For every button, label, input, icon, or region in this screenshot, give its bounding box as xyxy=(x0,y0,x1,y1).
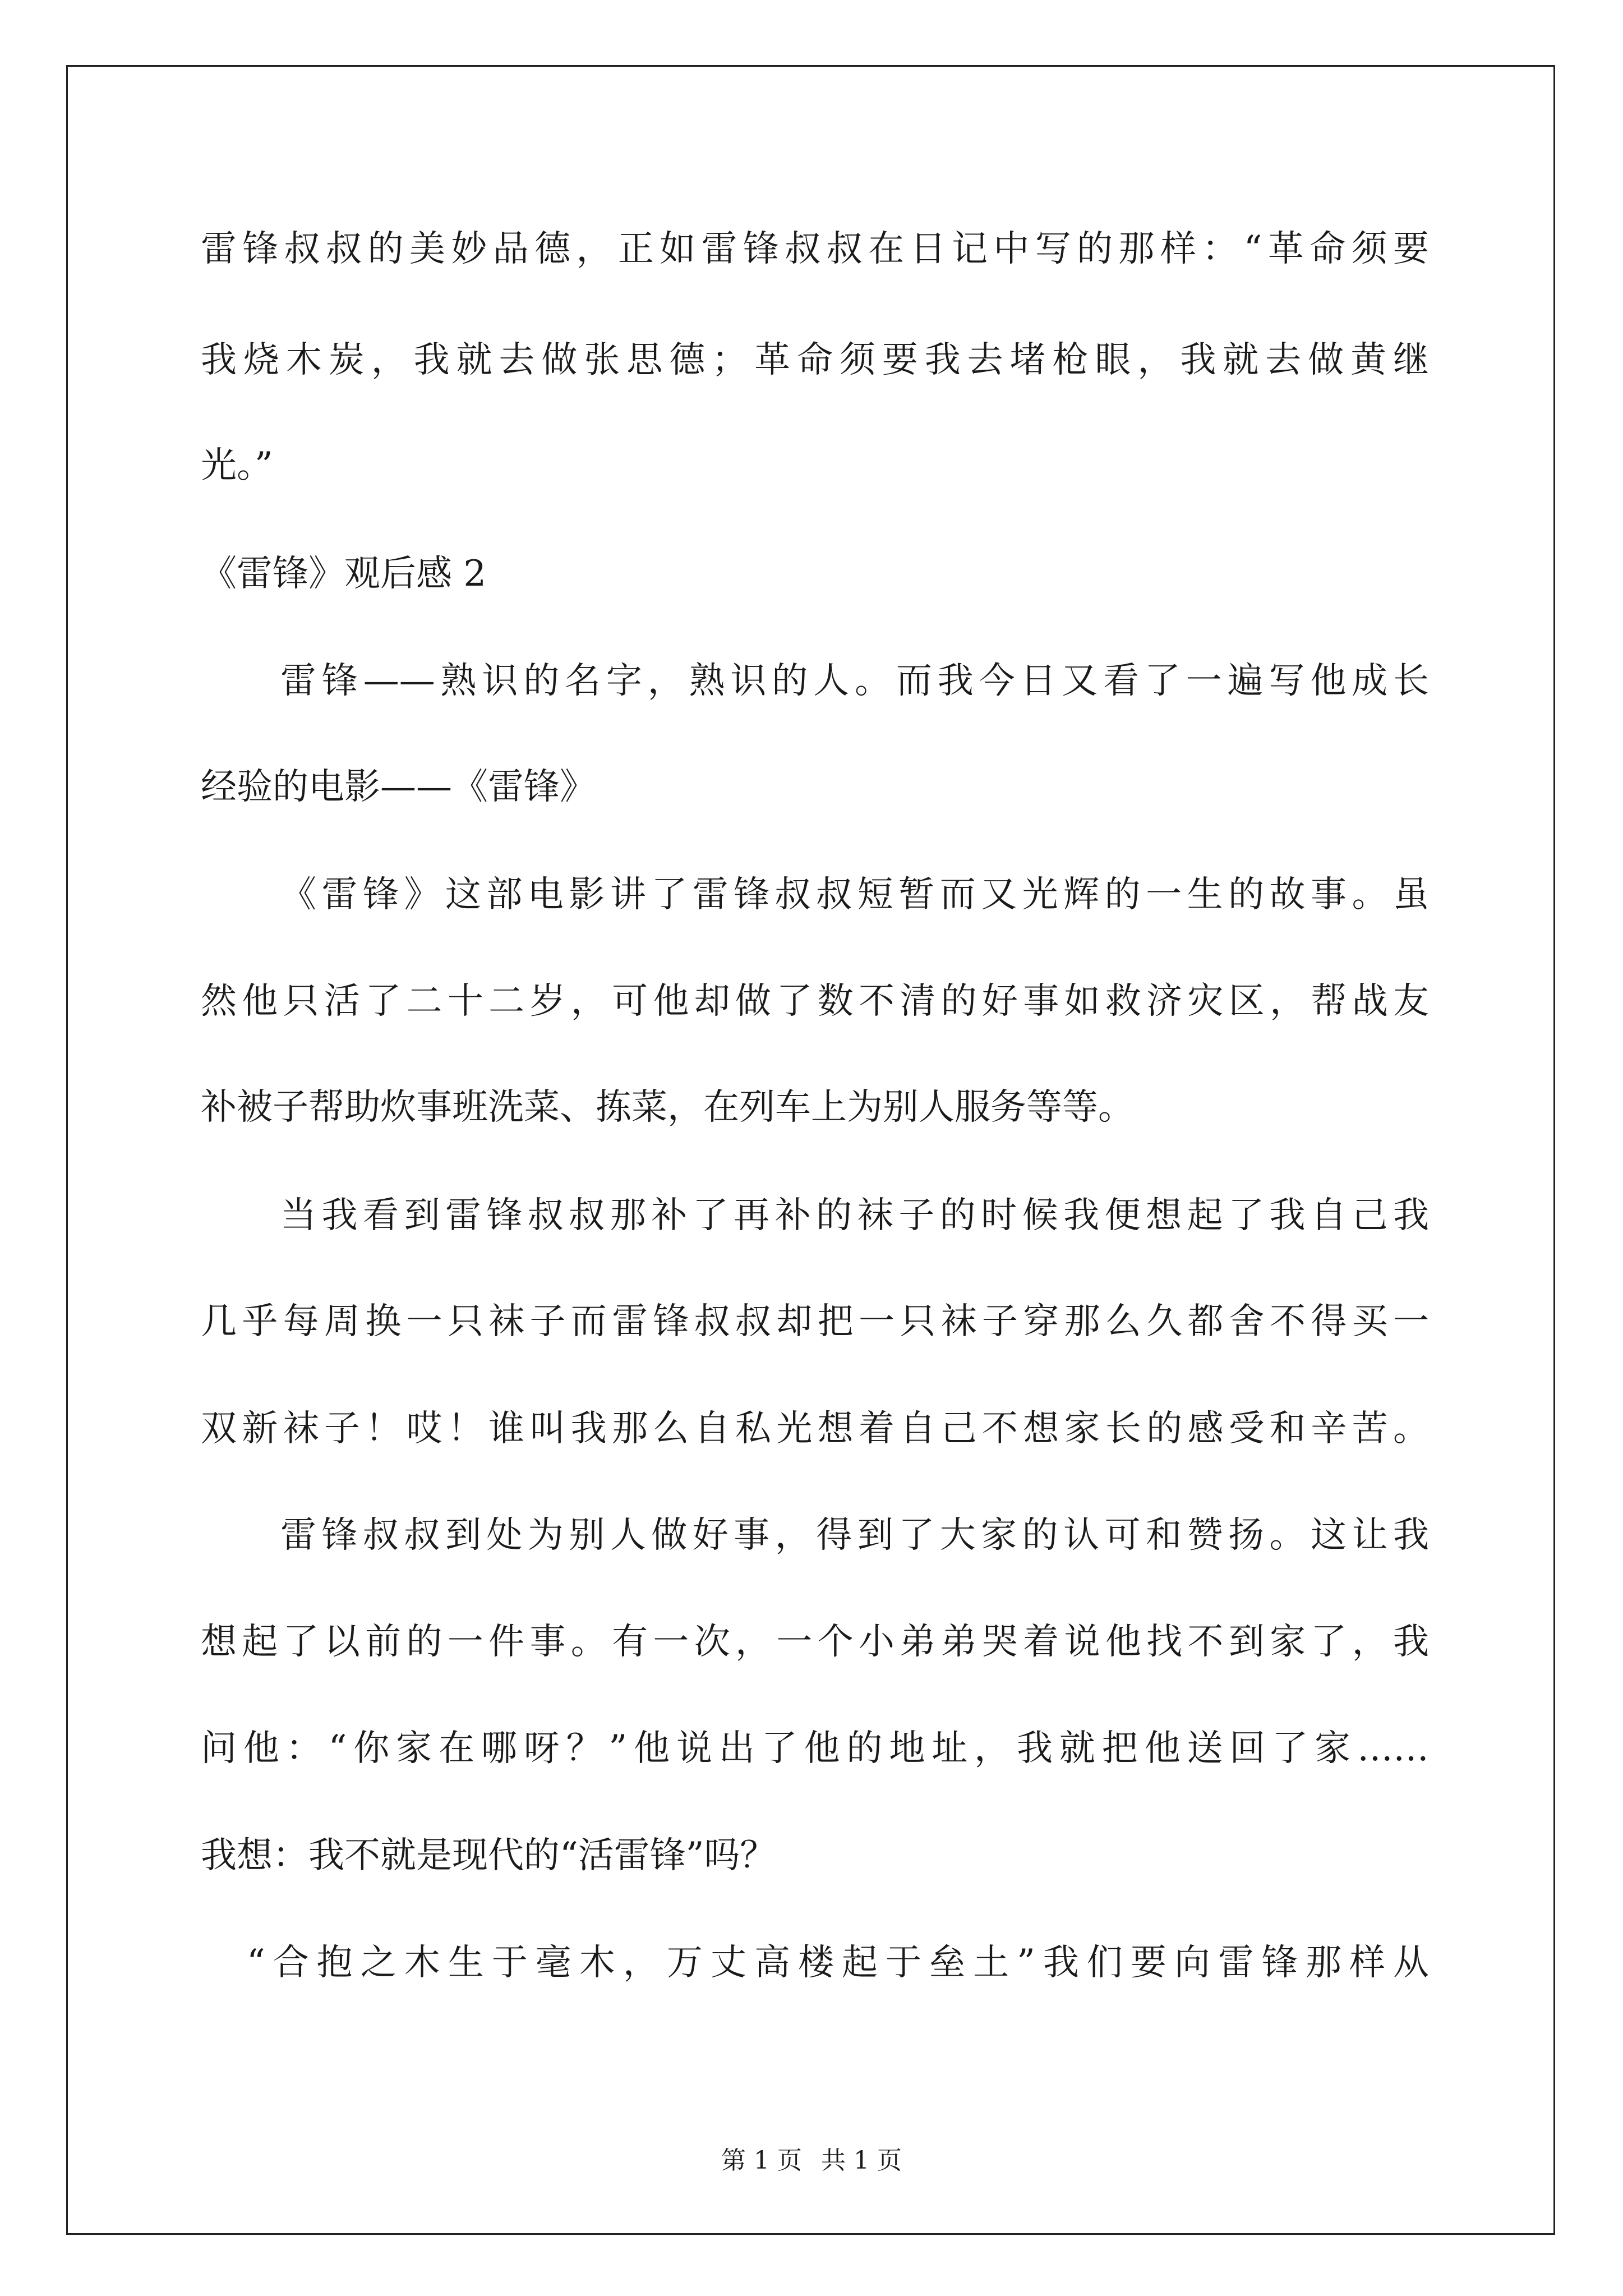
paragraph-line: 补被子帮助炊事班洗菜、拣菜，在列车上为别人服务等等。 xyxy=(201,1087,1134,1128)
paragraph-line: 经验的电影——《雷锋》 xyxy=(201,766,596,808)
paragraph-line: 雷锋叔叔到处为别人做好事，得到了大家的认可和赞扬。这让我 xyxy=(280,1515,1429,1556)
page-number: 第 1 页 xyxy=(721,2146,802,2175)
paragraph-line: 双新袜子！哎！谁叫我那么自私光想着自己不想家长的感受和辛苦。 xyxy=(201,1408,1429,1450)
paragraph-line: 几乎每周换一只袜子而雷锋叔叔却把一只袜子穿那么久都舍不得买一 xyxy=(201,1301,1429,1342)
page-footer xyxy=(0,2145,1623,2177)
section-heading: 《雷锋》观后感 2 xyxy=(201,553,487,595)
page-border xyxy=(66,65,1555,2235)
paragraph-line: 光。” xyxy=(201,445,273,486)
paragraph-line: 雷锋——熟识的名字，熟识的人。而我今日又看了一遍写他成长 xyxy=(280,660,1429,702)
paragraph-line: 问他：“你家在哪呀？”他说出了他的地址，我就把他送回了家…… xyxy=(201,1728,1429,1769)
paragraph-line: 《雷锋》这部电影讲了雷锋叔叔短暂而又光辉的一生的故事。虽 xyxy=(280,874,1429,915)
paragraph-line: 想起了以前的一件事。有一次，一个小弟弟哭着说他找不到家了，我 xyxy=(201,1621,1429,1663)
paragraph-line: 我烧木炭，我就去做张思德；革命须要我去堵枪眼，我就去做黄继 xyxy=(201,339,1429,381)
paragraph-line: 我想：我不就是现代的“活雷锋”吗？ xyxy=(201,1835,776,1876)
paragraph-line: 然他只活了二十二岁，可他却做了数不清的好事如救济灾区，帮战友 xyxy=(201,981,1429,1022)
paragraph-line: 当我看到雷锋叔叔那补了再补的袜子的时候我便想起了我自己我 xyxy=(280,1195,1429,1236)
page-total: 共 1 页 xyxy=(821,2146,902,2175)
paragraph-line: “合抱之木生于毫木，万丈高楼起于垒土”我们要向雷锋那样从 xyxy=(247,1942,1429,1984)
paragraph-line: 雷锋叔叔的美妙品德，正如雷锋叔叔在日记中写的那样：“革命须要 xyxy=(201,228,1429,270)
